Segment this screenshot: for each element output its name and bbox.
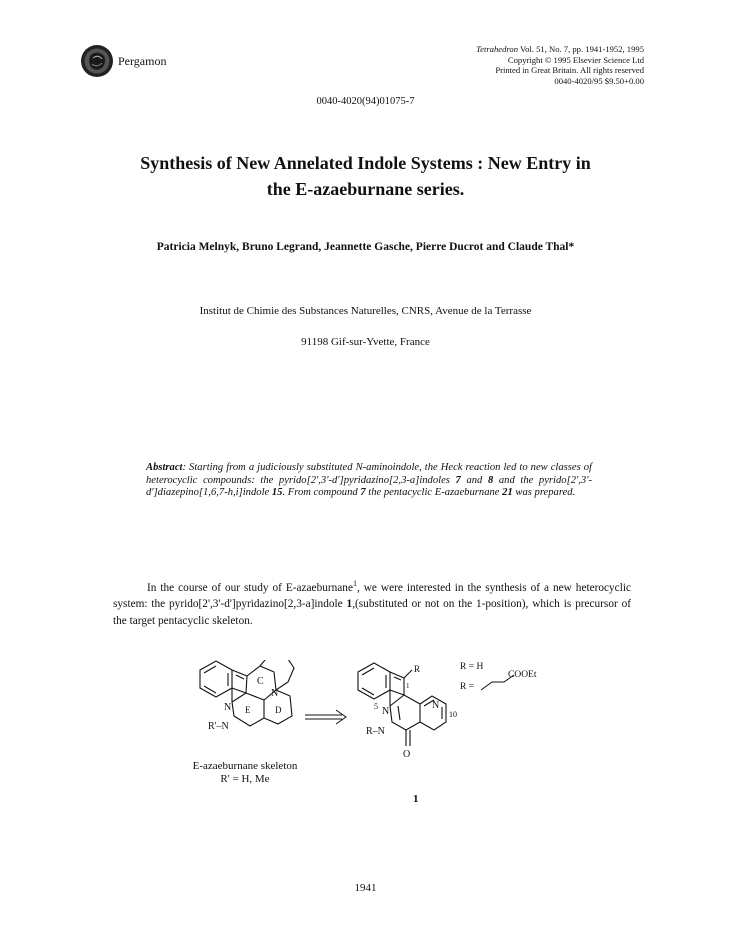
nitrogen-label: N <box>382 706 390 717</box>
journal-volume: Vol. 51, No. 7, pp. 1941-1952, 1995 <box>520 44 644 54</box>
compound-number: 1 <box>413 793 419 805</box>
affiliation-line-2: 91198 Gif-sur-Yvette, France <box>301 336 430 348</box>
nitrogen-label: N <box>224 702 232 713</box>
r-n-label: R–N <box>366 726 385 737</box>
pergamon-logo <box>80 44 114 78</box>
r-definition-h: R = H <box>460 662 484 672</box>
authors: Patricia Melnyk, Bruno Legrand, Jeannette Gasche, Pierre Ducrot and Claude Thal* <box>156 241 575 253</box>
abstract-text: and <box>460 474 488 486</box>
caption-line-2: R' = H, Me <box>220 773 270 785</box>
ring-label-d: D <box>275 705 282 715</box>
doi: 0040-4020(94)01075-7 <box>316 96 415 107</box>
reaction-arrow <box>305 710 346 724</box>
position-5-label: 5 <box>374 702 378 711</box>
scheme-caption <box>170 760 320 786</box>
page-number: 1941 <box>354 882 377 894</box>
copyright-line: Copyright © 1995 Elsevier Science Ltd <box>507 54 644 65</box>
journal-name: Tetrahedron <box>476 44 519 54</box>
compound-ref: 21 <box>502 487 513 498</box>
position-10-label: 10 <box>449 710 457 719</box>
abstract-text: . From compound <box>282 487 361 498</box>
title-line-1: Synthesis of New Annelated Indole Systems : New Entry in <box>140 153 591 173</box>
printed-line: Printed in Great Britain. All rights reserved <box>495 65 644 75</box>
abstract-text: was prepared. <box>512 487 576 498</box>
reference-superscript[interactable]: 1 <box>352 579 357 588</box>
body-text: In the course of our study of E-azaeburnane <box>147 581 353 594</box>
ring-label-e: E <box>245 705 251 715</box>
nitrogen-label: N <box>271 688 279 699</box>
abstract-text: and the pyrido[2',3'-d']diazepino[1,6,7-h,i]indole <box>146 474 593 498</box>
e-azaeburnane-structure <box>200 660 294 726</box>
publisher-name: Pergamon <box>118 54 167 68</box>
compound-ref: 15 <box>271 487 283 498</box>
compound-ref: 1 <box>346 598 353 611</box>
body-paragraph <box>113 576 631 629</box>
r-substituent-label: R <box>414 664 421 674</box>
ester-label: COOEt <box>508 670 537 680</box>
article-title <box>0 150 731 202</box>
abstract-text: : Starting from a judiciously substituted N-aminoindole, the Heck reaction led to new classes of heterocyclic compounds: the pyrido[2',3'-d']pyridazino[2,3-a]indoles <box>146 462 592 486</box>
compound-ref: 7 <box>455 474 461 486</box>
body-text: , we were interested in the synthesis of a new heterocyclic system: the pyrido[2',3'-d']pyridazino[2,3-a]indole <box>113 581 631 611</box>
r-definition-acrylate: R = <box>460 682 475 692</box>
position-1-label: 1 <box>406 682 410 690</box>
body-text: ,(substituted or not on the 1-position), which is precursor of the target pentacyclic skeleton. <box>113 598 632 627</box>
affiliation-line-1: Institut de Chimie des Substances Naturelles, CNRS, Avenue de la Terrasse <box>199 305 532 317</box>
r-prime-n-label: R'–N <box>208 721 229 732</box>
nitrogen-label: N <box>432 700 440 711</box>
ring-label-c: C <box>257 676 264 687</box>
journal-info <box>476 44 644 86</box>
compound-ref: 8 <box>487 474 494 486</box>
abstract <box>146 462 592 500</box>
abstract-label: Abstract <box>146 462 183 473</box>
title-line-2: the E-azaeburnane series. <box>266 179 465 199</box>
journal-citation <box>476 44 644 55</box>
price-code: 0040-4020/95 $9.50+0.00 <box>554 75 644 86</box>
caption-line-1: E-azaeburnane skeleton <box>192 760 298 772</box>
reaction-scheme <box>170 660 570 810</box>
carbonyl-oxygen-label: O <box>403 749 411 760</box>
abstract-text: the pentacyclic E-azaeburnane <box>365 487 503 498</box>
compound-ref: 7 <box>360 487 366 498</box>
